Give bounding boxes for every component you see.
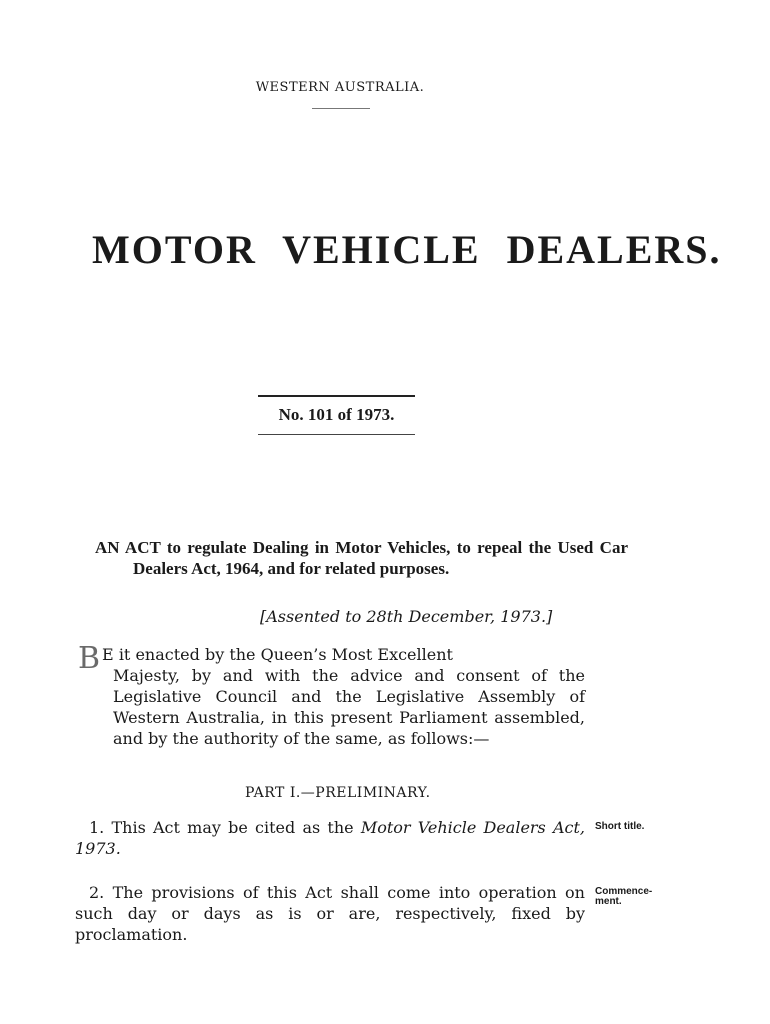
act-number: No. 101 of 1973. (278, 405, 395, 424)
act-number-rule-bottom (258, 434, 415, 435)
enacting-clause-line1: E it enacted by the Queen’s Most Excellent (102, 645, 453, 664)
enacting-clause (75, 641, 585, 749)
margin-note-short-title: Short title. (595, 821, 645, 832)
section-number: 2. (89, 883, 105, 902)
act-title: MOTOR VEHICLE DEALERS. (92, 227, 722, 272)
section-text: The provisions of this Act shall come into operation on such day or days as is or are, respectively, fixed by proclamation. (75, 883, 585, 944)
long-title: AN ACT to regulate Dealing in Motor Vehicles, to repeal the Used Car Dealers Act, 1964, and for related purposes. (95, 538, 628, 578)
section-number: 1. (89, 818, 105, 837)
section-2 (75, 882, 585, 945)
act-number-rule-top (258, 395, 415, 397)
section-text: This Act may be cited as the (111, 818, 354, 837)
heading-divider (312, 108, 370, 109)
short-title-citation: Motor Vehicle Dealers Act, 1973. (75, 818, 586, 858)
jurisdiction-heading: WESTERN AUSTRALIA. (255, 80, 425, 95)
part-heading: PART I.—PRELIMINARY. (245, 785, 431, 801)
assent-date: [Assented to 28th December, 1973.] (260, 607, 553, 626)
dropcap-letter: B (78, 641, 101, 676)
enacting-clause-body: Majesty, by and with the advice and consent of the Legislative Council and the Legislative Assembly of Western Australia, in this present Parliament assembled, and by the authority of the same, as follows:— (113, 666, 585, 748)
section-1 (75, 817, 585, 859)
margin-note-commencement: Commence-ment. (595, 886, 653, 907)
